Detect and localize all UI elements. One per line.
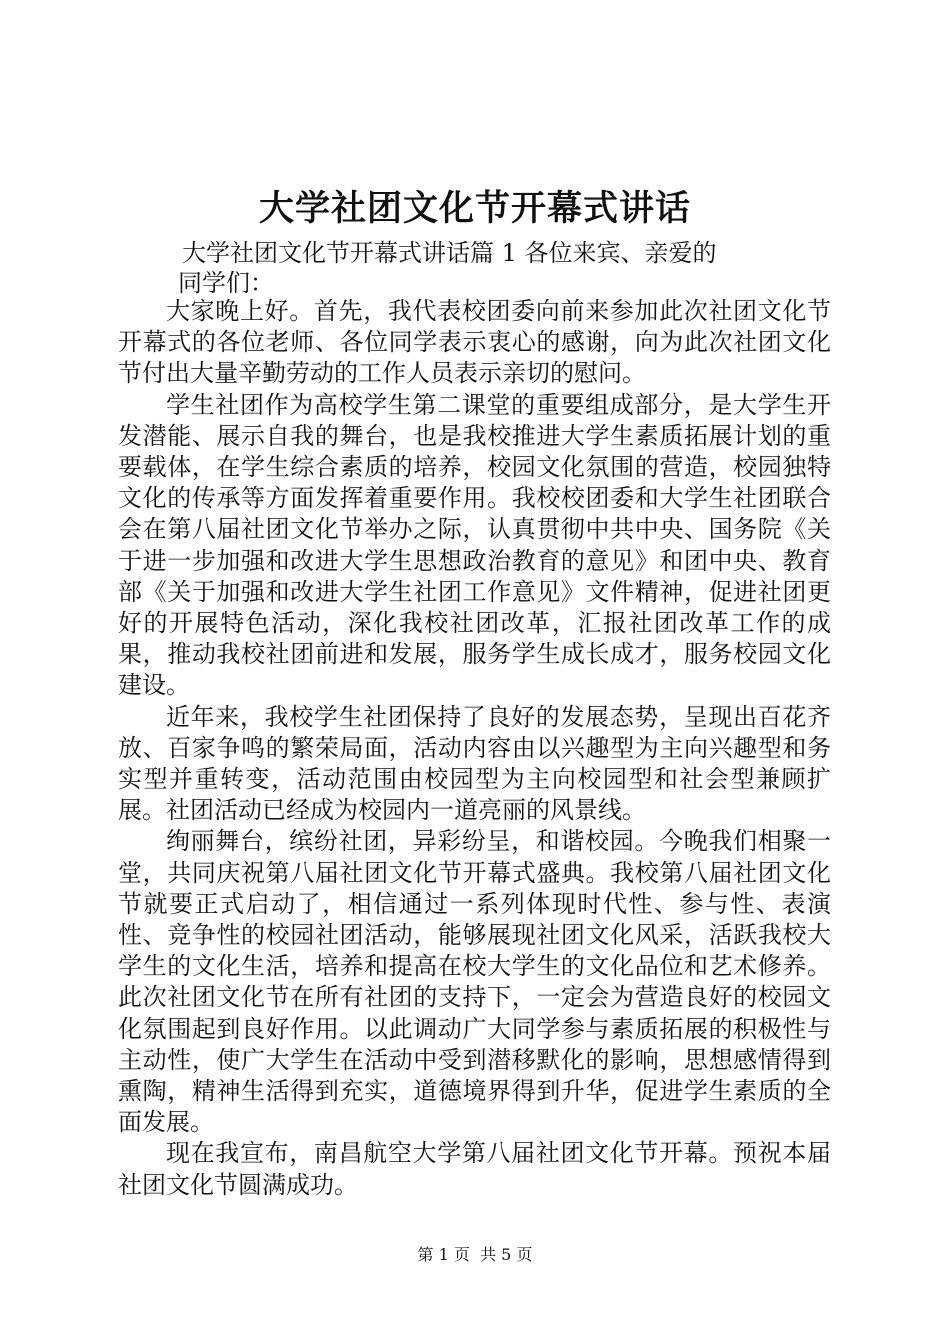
page-footer	[0, 1244, 950, 1266]
paragraph: 绚丽舞台，缤纷社团，异彩纷呈，和谐校园。今晚我们相聚一堂，共同庆祝第八届社团文化节开幕式盛典。我校第八届社团文化节就要正式启动了，相信通过一系列体现时代性、参与性、表演性、竞争性的校园社团活动，能够展现社团文化风采，活跃我校大学生的文化生活，培养和提高在校大学生的文化品位和艺术修养。此次社团文化节在所有社团的支持下，一定会为营造良好的校园文化氛围起到良好作用。以此调动广大同学参与素质拓展的积极性与主动性，使广大学生在活动中受到潜移默化的影响，思想感情得到熏陶，精神生活得到充实，道德境界得到升华，促进学生素质的全面发展。	[118, 827, 831, 1137]
paragraph: 学生社团作为高校学生第二课堂的重要组成部分，是大学生开发潜能、展示自我的舞台，也是我校推进大学生素质拓展计划的重要载体，在学生综合素质的培养，校园文化氛围的营造，校园独特文化的传承等方面发挥着重要作用。我校校团委和大学生社团联合会在第八届社团文化节举办之际，认真贯彻中共中央、国务院《关于进一步加强和改进大学生思想政治教育的意见》和团中央、教育部《关于加强和改进大学生社团工作意见》文件精神，促进社团更好的开展特色活动，深化我校社团改革，汇报社团改革工作的成果，推动我校社团前进和发展，服务学生成长成才，服务校园文化建设。	[118, 390, 831, 700]
intro-line-2: 同学们：	[178, 269, 274, 297]
paragraph: 近年来，我校学生社团保持了良好的发展态势，呈现出百花齐放、百家争鸣的繁荣局面，活动内容由以兴趣型为主向兴趣型和务实型并重转变，活动范围由校园型为主向校园型和社会型兼顾扩展。社团活动已经成为校园内一道亮丽的风景线。	[118, 702, 831, 825]
intro-line-1: 大学社团文化节开幕式讲话篇 1 各位来宾、亲爱的	[182, 239, 717, 267]
page-number-label: 第 1 页 共 5 页	[417, 1245, 533, 1264]
paragraph: 现在我宣布，南昌航空大学第八届社团文化节开幕。预祝本届社团文化节圆满成功。	[118, 1139, 831, 1199]
intro-block	[178, 238, 782, 298]
document-body	[118, 296, 831, 1201]
paragraph: 大家晚上好。首先，我代表校团委向前来参加此次社团文化节开幕式的各位老师、各位同学表示衷心的感谢，向为此次社团文化节付出大量辛勤劳动的工作人员表示亲切的慰问。	[118, 297, 831, 388]
document-title: 大学社团文化节开幕式讲话	[258, 188, 691, 229]
